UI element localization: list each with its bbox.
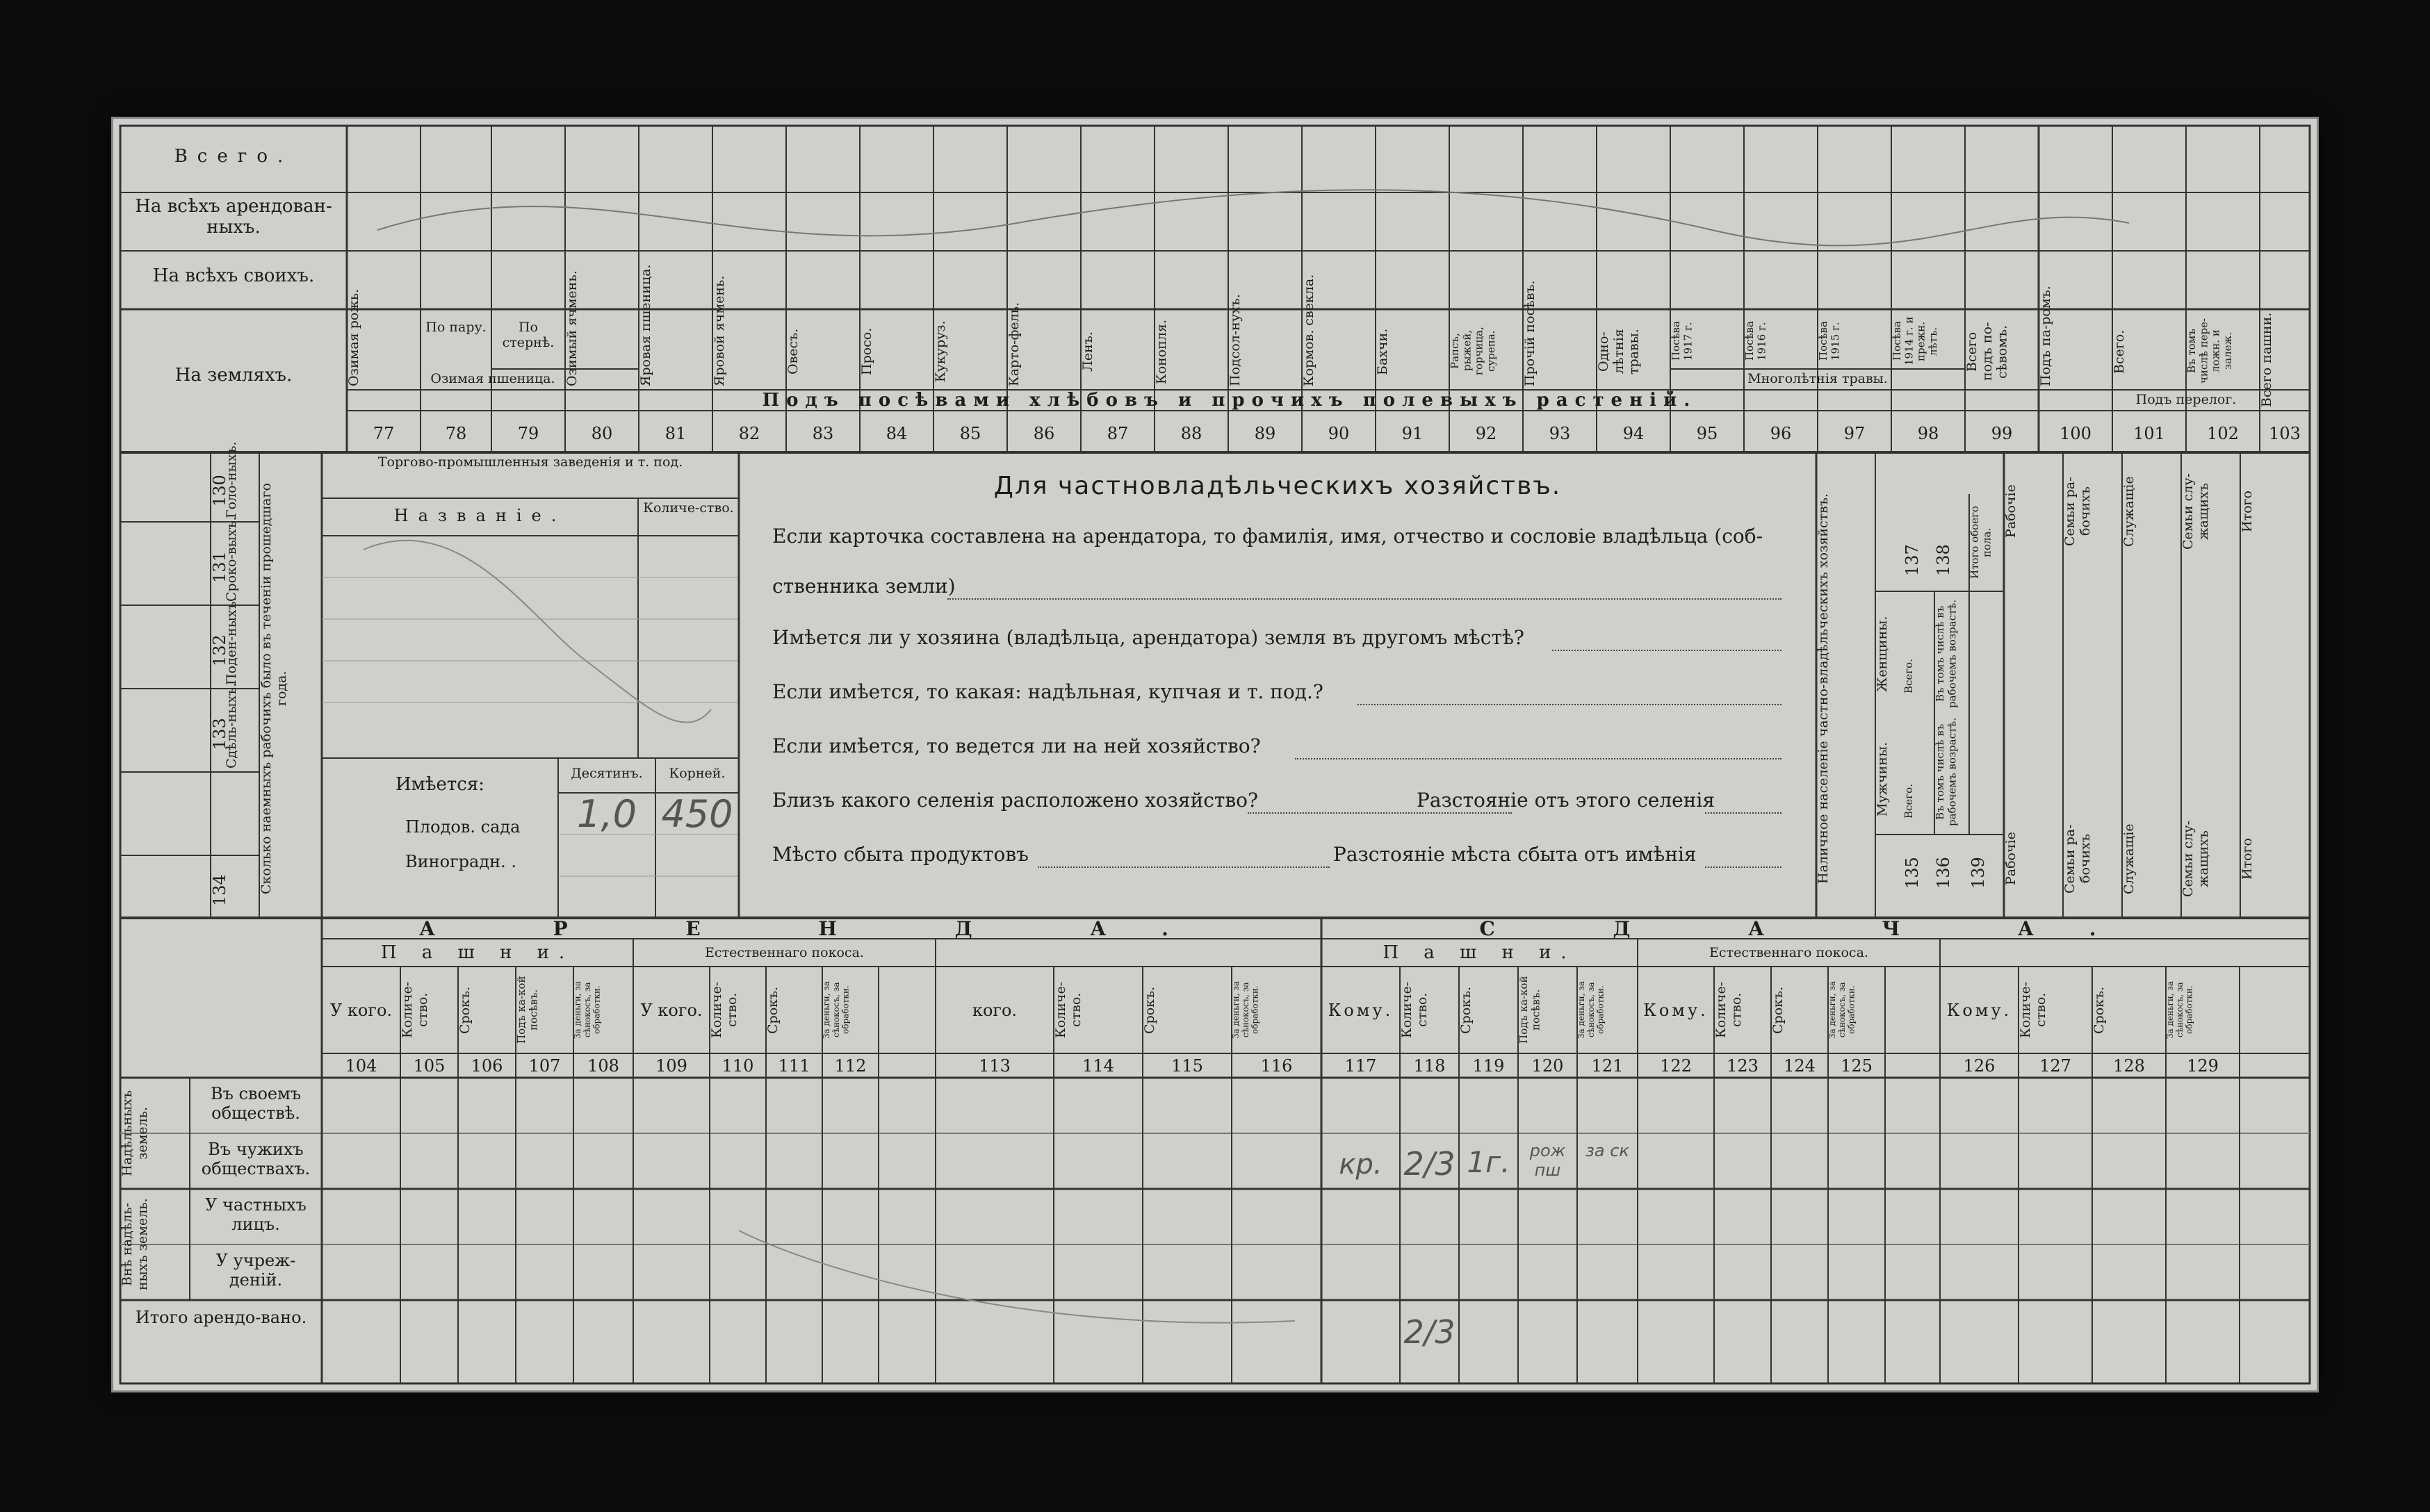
col-srok: Срокъ.: [1142, 986, 1157, 1034]
col-number: 86: [1033, 424, 1055, 443]
pop-col-number: 137: [1902, 544, 1922, 576]
col-number: 115: [1171, 1056, 1203, 1076]
answer-line: [1295, 758, 1781, 759]
col-number: 122: [1660, 1056, 1692, 1076]
col-kolichestvo: Количе-ство.: [709, 981, 740, 1039]
col-number: 129: [2187, 1056, 2219, 1076]
crop-header: Одно-лѣтнiя травы.: [1596, 329, 1642, 375]
row-label-own: На всѣхъ своихъ.: [152, 265, 315, 286]
women-label: Женщины.: [1875, 616, 1890, 692]
handwritten-srok: 1г.: [1467, 1145, 1510, 1179]
col-number: 77: [373, 424, 395, 443]
crop-header: Карто-фель.: [1006, 302, 1022, 386]
col-number: 126: [1963, 1056, 1996, 1076]
men-working: Въ томъ числѣ въ рабочемъ возрастѣ.: [1934, 717, 1959, 827]
workers-col-number: 133: [210, 718, 229, 750]
census-card: [111, 117, 2319, 1392]
handwritten-komu: кр.: [1339, 1149, 1383, 1181]
answer-line: [1357, 704, 1781, 705]
workers-col-number: 132: [210, 634, 229, 666]
staff-top: Семьи слу-жащихъ: [2180, 473, 2211, 550]
answer-line: [947, 598, 1781, 600]
col-number: 88: [1180, 424, 1202, 443]
col-kolichestvo: Количе-ство.: [1399, 981, 1430, 1039]
crop-group-fallow: Подъ перелог.: [2135, 392, 2237, 407]
staff-bottom: Семьи ра-бочихъ: [2062, 824, 2093, 894]
crop-header: Кормов. свекла.: [1301, 274, 1316, 386]
col-pod-kakoy: Подъ ка-кой посѣвъ.: [1517, 976, 1542, 1044]
col-srok: Срокъ.: [1458, 986, 1474, 1034]
women-total: Всего.: [1902, 659, 1915, 694]
col-number: 85: [959, 424, 981, 443]
col-za-dengi: За деньги, за сѣнокосъ, за обработки.: [1231, 980, 1260, 1040]
col-number: 116: [1260, 1056, 1293, 1076]
crop-header: Всего пашни.: [2259, 312, 2274, 407]
col-number: 80: [591, 424, 613, 443]
col-number: 93: [1549, 424, 1571, 443]
col-number: 101: [2133, 424, 2165, 443]
population-title: Наличное населенiе частно-владѣльческихъ хозяйствъ.: [1816, 493, 1831, 884]
arenda-pokos: Естественнаго покоса.: [705, 945, 864, 960]
col-kolichestvo: Количе-ство.: [2018, 981, 2048, 1039]
col-number: 106: [471, 1056, 503, 1076]
handwritten-qty: 2/3: [1403, 1145, 1455, 1183]
crop-group-winter-wheat: Озимая пшеница.: [430, 371, 555, 386]
staff-bottom: Рабочiе: [2003, 832, 2019, 886]
handwritten-desyatin: 1,0: [577, 792, 637, 836]
col-number: 97: [1843, 424, 1866, 443]
qty-header: Количе-ство.: [643, 500, 734, 516]
col-number: 119: [1472, 1056, 1505, 1076]
crop-header: Всего.: [2112, 329, 2127, 374]
col-number: 104: [345, 1056, 377, 1076]
col-kogo: кого.: [972, 1001, 1018, 1020]
answer-line: [1038, 866, 1330, 868]
col-number: 118: [1413, 1056, 1446, 1076]
col-number: 121: [1591, 1056, 1624, 1076]
crop-header: Прочiй посѣвъ.: [1522, 280, 1538, 386]
nenadel-group-label: Внѣ надѣль-ныхъ земель.: [120, 1198, 150, 1291]
col-number: 89: [1254, 424, 1276, 443]
col-number: 125: [1841, 1056, 1873, 1076]
col-number: 108: [587, 1056, 619, 1076]
hired-workers-title: Сколько наемныхъ рабочихъ было въ теченiи прошедшаго года.: [259, 483, 289, 894]
col-number: 92: [1475, 424, 1497, 443]
vineyards-label: Виноградн. .: [405, 852, 516, 871]
col-number: 113: [979, 1056, 1011, 1076]
crop-header: Рапсъ, рыжей, горчица, сурепа.: [1449, 327, 1497, 375]
col-number: 123: [1727, 1056, 1759, 1076]
crop-header: Конопля.: [1154, 319, 1169, 384]
staff-top: Служащiе: [2121, 476, 2137, 547]
pop-col-number: 138: [1934, 544, 1953, 576]
handwritten-payment: за ск: [1585, 1141, 1629, 1160]
col-number: 99: [1991, 424, 2013, 443]
sdacha-pashni: П а ш н и.: [1383, 942, 1576, 963]
question-other-land: Имѣется ли у хозяина (владѣльца, арендатора) земля въ другомъ мѣстѣ?: [772, 626, 1524, 649]
col-u-kogo: У кого.: [329, 1001, 393, 1020]
men-label: Мужчины.: [1875, 741, 1890, 816]
col-za-dengi: За деньги, за сѣнокосъ, за обработки.: [1827, 980, 1857, 1040]
staff-top: Семьи ра-бочихъ: [2062, 477, 2093, 546]
crop-header: Яровая пшеница.: [638, 264, 653, 386]
col-srok: Срокъ.: [457, 986, 473, 1034]
has-label: Имѣется:: [395, 774, 485, 795]
col-number: 90: [1328, 424, 1350, 443]
col-komu: Кому.: [1643, 1001, 1709, 1020]
handwritten-total: 2/3: [1403, 1313, 1455, 1351]
korney-header: Корней.: [669, 766, 726, 781]
col-number: 82: [738, 424, 760, 443]
col-number: 78: [445, 424, 467, 443]
pop-col-number: 135: [1902, 857, 1922, 889]
row-label: Въ своемъ обществѣ.: [210, 1084, 302, 1123]
nadel-group-label: Надѣльныхъ земель.: [120, 1090, 150, 1177]
staff-bottom: Итого: [2240, 838, 2255, 880]
workers-col-label: Поден-ныхъ.: [224, 597, 239, 685]
row-label-lands: На земляхъ.: [174, 365, 293, 386]
col-number: 120: [1531, 1056, 1564, 1076]
col-number: 96: [1770, 424, 1792, 443]
col-number: 81: [664, 424, 687, 443]
workers-col-number: 130: [210, 475, 229, 507]
row-label-total: Всего.: [174, 146, 293, 167]
sowing-band: Подъ посѣвами хлѣбовъ и прочихъ полевыхъ растенiй.: [762, 390, 1697, 411]
answer-line: [1552, 650, 1781, 651]
col-srok: Срокъ.: [2091, 986, 2107, 1034]
question-owner: Если карточка составлена на арендатора, то фамилiя, имя, отчество и сословiе владѣльца (соб-: [772, 525, 1763, 548]
crop-header: По стернѣ.: [502, 320, 555, 350]
trade-header: Торгово-промышленныя заведенiя и т. под.: [377, 454, 683, 470]
crop-header: Подсол-нухъ.: [1228, 294, 1243, 386]
staff-bottom: Семьи слу-жащихъ: [2180, 821, 2211, 897]
answer-line: [1248, 812, 1512, 814]
workers-col-number: 134: [210, 874, 229, 906]
col-number: 79: [517, 424, 539, 443]
col-srok: Срокъ.: [765, 986, 781, 1034]
crop-header: Озимая рожь.: [346, 288, 361, 386]
workers-col-label: Сдѣль-ныхъ.: [224, 682, 239, 769]
col-srok: Срокъ.: [1770, 986, 1786, 1034]
staff-top: Рабочiе: [2003, 484, 2019, 539]
pop-col-number: 139: [1968, 857, 1988, 889]
question-land-type: Если имѣется, то какая: надѣльная, купчая и т. под.?: [772, 680, 1323, 703]
workers-col-number: 131: [210, 551, 229, 583]
col-number: 83: [812, 424, 834, 443]
col-number: 100: [2060, 424, 2091, 443]
col-komu: Кому.: [1328, 1001, 1394, 1020]
sdacha-title: С Д А Ч А.: [1479, 917, 2152, 940]
col-number: 98: [1917, 424, 1939, 443]
handwritten-korney: 450: [661, 792, 733, 836]
col-number: 94: [1622, 424, 1645, 443]
crop-header: Подъ па-ромъ.: [2038, 286, 2053, 386]
question-farming: Если имѣется, то ведется ли на ней хозяйство?: [772, 734, 1261, 757]
crop-header: Кукуруз.: [933, 320, 948, 383]
col-number: 109: [655, 1056, 687, 1076]
crop-header: Въ томъ числѣ пере-ложн. и залеж.: [2185, 318, 2234, 384]
crop-header: Всего подъ по-сѣвомъ.: [1964, 322, 2010, 381]
crop-group-perennial: Многолѣтнiя травы.: [1747, 371, 1888, 386]
col-za-dengi: За деньги, за сѣнокосъ, за обработки.: [573, 980, 602, 1040]
col-number: 91: [1401, 424, 1424, 443]
answer-line: [1705, 812, 1781, 814]
col-za-dengi: За деньги, за сѣнокосъ, за обработки.: [1576, 980, 1606, 1040]
question-village-distance: Разстоянiе отъ этого селенiя: [1417, 789, 1715, 812]
men-total: Всего.: [1902, 784, 1915, 819]
handwritten-crop: рож пш: [1529, 1141, 1566, 1180]
col-number: 87: [1107, 424, 1129, 443]
arenda-title: А Р Е Н Д А.: [419, 917, 1224, 940]
col-number: 110: [721, 1056, 754, 1076]
col-number: 105: [413, 1056, 446, 1076]
crop-header: Посѣва 1915 г.: [1817, 321, 1842, 361]
workers-col-label: Голо-ныхъ.: [224, 441, 239, 518]
women-working: Въ томъ числѣ въ рабочемъ возрастѣ.: [1934, 599, 1959, 709]
col-number: 111: [778, 1056, 810, 1076]
col-za-dengi: За деньги, за сѣнокосъ, за обработки.: [2165, 980, 2194, 1040]
orchards-label: Плодов. сада: [405, 817, 521, 837]
staff-bottom: Служащiе: [2121, 823, 2137, 894]
crop-header: По пару.: [425, 320, 487, 335]
name-header: Названiе.: [393, 506, 566, 525]
col-komu: Кому.: [1946, 1001, 2012, 1020]
arenda-pashni: П а ш н и.: [380, 942, 575, 963]
col-number: 103: [2269, 424, 2301, 443]
private-farms-title: Для частновладѣльческихъ хозяйствъ.: [993, 472, 1562, 500]
col-number: 124: [1784, 1056, 1816, 1076]
col-number: 112: [834, 1056, 867, 1076]
question-market-distance: Разстоянiе мѣста сбыта отъ имѣнiя: [1333, 843, 1697, 866]
crop-header: Посѣва 1917 г.: [1670, 321, 1695, 361]
col-kolichestvo: Количе-ство.: [1713, 981, 1744, 1039]
col-number: 128: [2113, 1056, 2145, 1076]
question-village: Близъ какого селенiя расположено хозяйство?: [772, 789, 1259, 812]
question-owner-cont: ственника земли): [772, 575, 956, 598]
row-label: У частныхъ лицъ.: [205, 1195, 307, 1234]
col-number: 127: [2039, 1056, 2071, 1076]
crop-header: Посѣва 1914 г. и прежн. лѣтъ.: [1891, 316, 1939, 366]
col-pod-kakoy: Подъ ка-кой посѣвъ.: [515, 976, 540, 1044]
col-number: 84: [886, 424, 908, 443]
pop-col-number: 136: [1934, 857, 1953, 889]
col-u-kogo: У кого.: [640, 1001, 703, 1020]
workers-col-label: Сроко-выхъ.: [224, 516, 239, 602]
crop-header: Ленъ.: [1080, 331, 1095, 372]
col-number: 95: [1696, 424, 1718, 443]
crop-header: Озимый ячмень.: [564, 270, 580, 386]
col-kolichestvo: Количе-ство.: [400, 981, 430, 1039]
crop-header: Бахчи.: [1375, 328, 1390, 375]
row-label-rented: На всѣхъ арендован-ныхъ.: [135, 196, 332, 238]
col-number: 117: [1344, 1056, 1377, 1076]
crop-header: Просо.: [859, 327, 874, 376]
sdacha-pokos: Естественнаго покоса.: [1709, 945, 1868, 960]
answer-line: [1705, 866, 1781, 868]
col-kolichestvo: Количе-ство.: [1053, 981, 1084, 1039]
total-both-sexes: Итого обоего пола.: [1968, 506, 1993, 580]
crop-header: Посѣва 1916 г.: [1743, 321, 1768, 361]
col-za-dengi: За деньги, за сѣнокосъ, за обработки.: [822, 980, 851, 1040]
crop-header: Яровой ячмень.: [712, 275, 727, 386]
staff-top: Итого: [2240, 491, 2255, 532]
col-number: 102: [2207, 424, 2239, 443]
row-label: Въ чужихъ обществахъ.: [201, 1140, 311, 1178]
row-label: У учреж-денiй.: [215, 1251, 296, 1290]
desyatin-header: Десятинъ.: [571, 766, 643, 781]
row-label-total: Итого арендо-вано.: [135, 1308, 307, 1327]
col-number: 114: [1082, 1056, 1114, 1076]
question-market: Мѣсто сбыта продуктовъ: [772, 843, 1029, 866]
col-number: 107: [528, 1056, 561, 1076]
crop-header: Овесъ.: [785, 328, 801, 375]
